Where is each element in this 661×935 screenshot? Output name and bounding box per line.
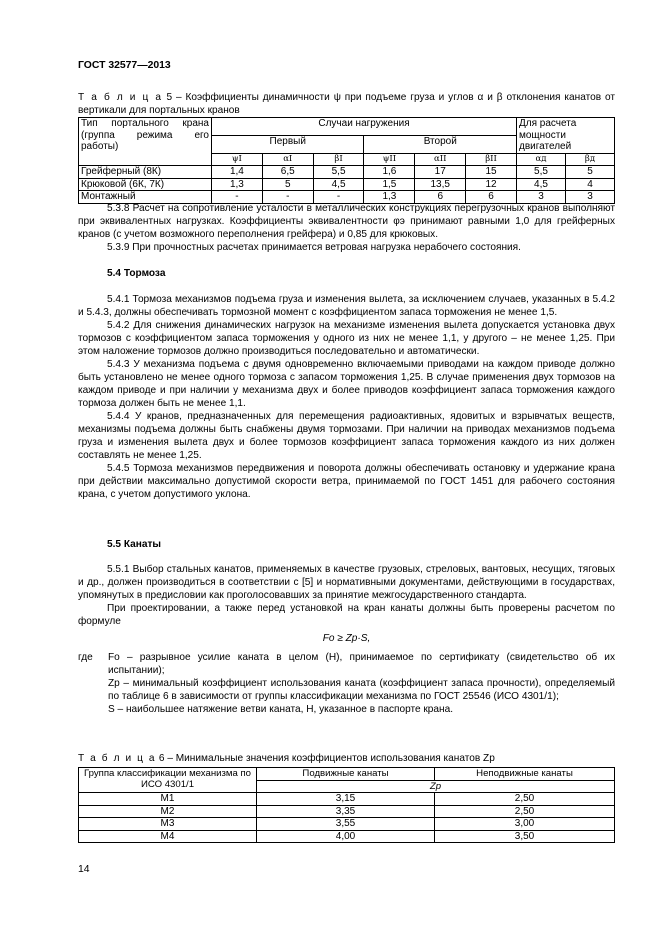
where-item-fo: Fо – разрывное усилие каната в целом (Н), принимаемое по сертификату (свидетельство об их испытании); xyxy=(108,652,615,676)
paragraph-5-3-8: 5.3.8 Расчет на сопротивление усталости в металлических конструкциях перегрузочных кранов выполняют при эквивалентных нагрузках. Коэффициенты эквивалентности φэ принимают равными 1,0 для грейферных кранов (с учетом возможного переполнения грейфера) и 0,85 для крюковых. xyxy=(78,203,615,240)
table5-sub: βI xyxy=(313,153,364,166)
table5-sub: αII xyxy=(415,153,466,166)
table-row: М3 3,55 3,00 xyxy=(79,818,615,831)
paragraph-design: При проектировании, а также перед установкой на кран канаты должны быть проверены расчетом по формуле xyxy=(78,603,615,627)
table6 xyxy=(78,767,615,843)
table-row: Крюковой (6К, 7К) 1,3 5 4,5 1,5 13,5 12 4,5 4 xyxy=(79,178,615,191)
table5-head-second: Второй xyxy=(364,135,517,153)
where-word: где xyxy=(78,652,93,663)
table5-head-first: Первый xyxy=(212,135,364,153)
section-5-3-tail xyxy=(78,202,615,254)
table5-head-calc: Для расчета мощности двигателей xyxy=(517,118,615,154)
section-5-4 xyxy=(78,293,615,501)
paragraph-5-5-1: 5.5.1 Выбор стальных канатов, применяемых в качестве грузовых, стреловых, вантовых, несущих, тяговых и др., должен производиться в соответствии с [5] и нормативными документами, действующими в государствах, упомянутых в предисловии как проголосовавших за принятие межгосударственного стандарта. xyxy=(78,564,615,601)
table6-head-fixed: Неподвижные канаты xyxy=(435,768,615,781)
table5-sub: βII xyxy=(466,153,517,166)
paragraph-5-4-2: 5.4.2 Для снижения динамических нагрузок на механизме изменения вылета допускается установка двух тормозов с коэффициентом запаса торможения у одного из них не менее 1,1, у другого – не менее 1,25. При этом наложение тормозов должно производиться последовательно и автоматически. xyxy=(78,320,615,357)
table5-sub: αд xyxy=(517,153,566,166)
section-5-5 xyxy=(78,563,615,716)
where-item-s: S – наибольшее натяжение ветви каната, Н, указанное в паспорте крана. xyxy=(108,704,454,715)
table5-head-type: Тип портального крана (группа режима его работы) xyxy=(79,118,212,166)
paragraph-5-4-5: 5.4.5 Тормоза механизмов передвижения и поворота должны обеспечивать остановку и удержание крана при действии максимально допустимой скорости ветра, принимаемой по ГОСТ 1451 для рабочего состояния крана, с учетом допустимого уклона. xyxy=(78,463,615,500)
table-row: М2 3,35 2,50 xyxy=(79,805,615,818)
paragraph-5-4-4: 5.4.4 У кранов, предназначенных для перемещения радиоактивных, ядовитых и взрывчатых веществ, механизмы подъема должны быть снабжены двумя тормозами. При наличии на приводах механизмов подъема груза и изменения вылета двух и более тормозов коэффициент запаса торможения каждого из них должен составлять не менее 1,25. xyxy=(78,411,615,461)
section-title-5-5: 5.5 Канаты xyxy=(107,539,162,550)
table5-sub: αI xyxy=(262,153,313,166)
paragraph-5-4-3: 5.4.3 У механизма подъема с двумя одновременно включаемыми приводами на каждом приводе должно быть установлено не менее одного тормоза с запасом торможения 1,25. В случае применения двух тормозов на каждом приводе и при наличии у механизма двух и более приводов коэффициент запаса торможения каждого тормоза должен быть не менее 1,1. xyxy=(78,359,615,409)
table5-sub: ψII xyxy=(364,153,415,166)
where-block xyxy=(78,651,615,716)
paragraph-5-3-9: 5.3.9 При прочностных расчетах принимается ветровая нагрузка нерабочего состояния. xyxy=(107,242,521,253)
section-title-5-4: 5.4 Тормоза xyxy=(107,268,166,279)
formula: Fо ≥ Zp·S, xyxy=(322,633,371,644)
document-header: ГОСТ 32577—2013 xyxy=(78,60,171,71)
table-row: Монтажный - - - 1,3 6 6 3 3 xyxy=(79,191,615,204)
paragraph-5-4-1: 5.4.1 Тормоза механизмов подъема груза и изменения вылета, за исключением случаев, указанных в 5.4.2 и 5.4.3, должны обеспечивать тормозной момент с коэффициентом запаса торможения не менее 1,5. xyxy=(78,294,615,318)
page-number: 14 xyxy=(78,864,90,875)
table5-caption: Т а б л и ц а 5 – Коэффициенты динамичности ψ при подъеме груза и углов α и β отклонения канатов от вертикали для портальных кранов xyxy=(78,92,615,116)
where-item-zp: Zp – минимальный коэффициент использования каната (коэффициент запаса прочности), определяемый по таблице 6 в зависимости от группы классификации механизма по ГОСТ 25546 (ИСО 4301/1); xyxy=(108,678,615,702)
table5-sub: ψI xyxy=(212,153,263,166)
table6-head-group: Группа классификации механизма по ИСО 4301/1 xyxy=(79,768,257,793)
table6-head-movable: Подвижные канаты xyxy=(257,768,435,781)
table5-head-cases: Случаи нагружения xyxy=(212,118,517,136)
table-row: М1 3,15 2,50 xyxy=(79,793,615,806)
table-row: М4 4,00 3,50 xyxy=(79,830,615,843)
table6-head-zp: Zp xyxy=(257,780,615,793)
table6-caption: Т а б л и ц а 6 – Минимальные значения коэффициентов использования канатов Zp xyxy=(78,753,495,764)
table5 xyxy=(78,117,615,204)
table5-sub: βд xyxy=(566,153,615,166)
table-row: Грейферный (8К) 1,4 6,5 5,5 1,6 17 15 5,5 5 xyxy=(79,166,615,179)
